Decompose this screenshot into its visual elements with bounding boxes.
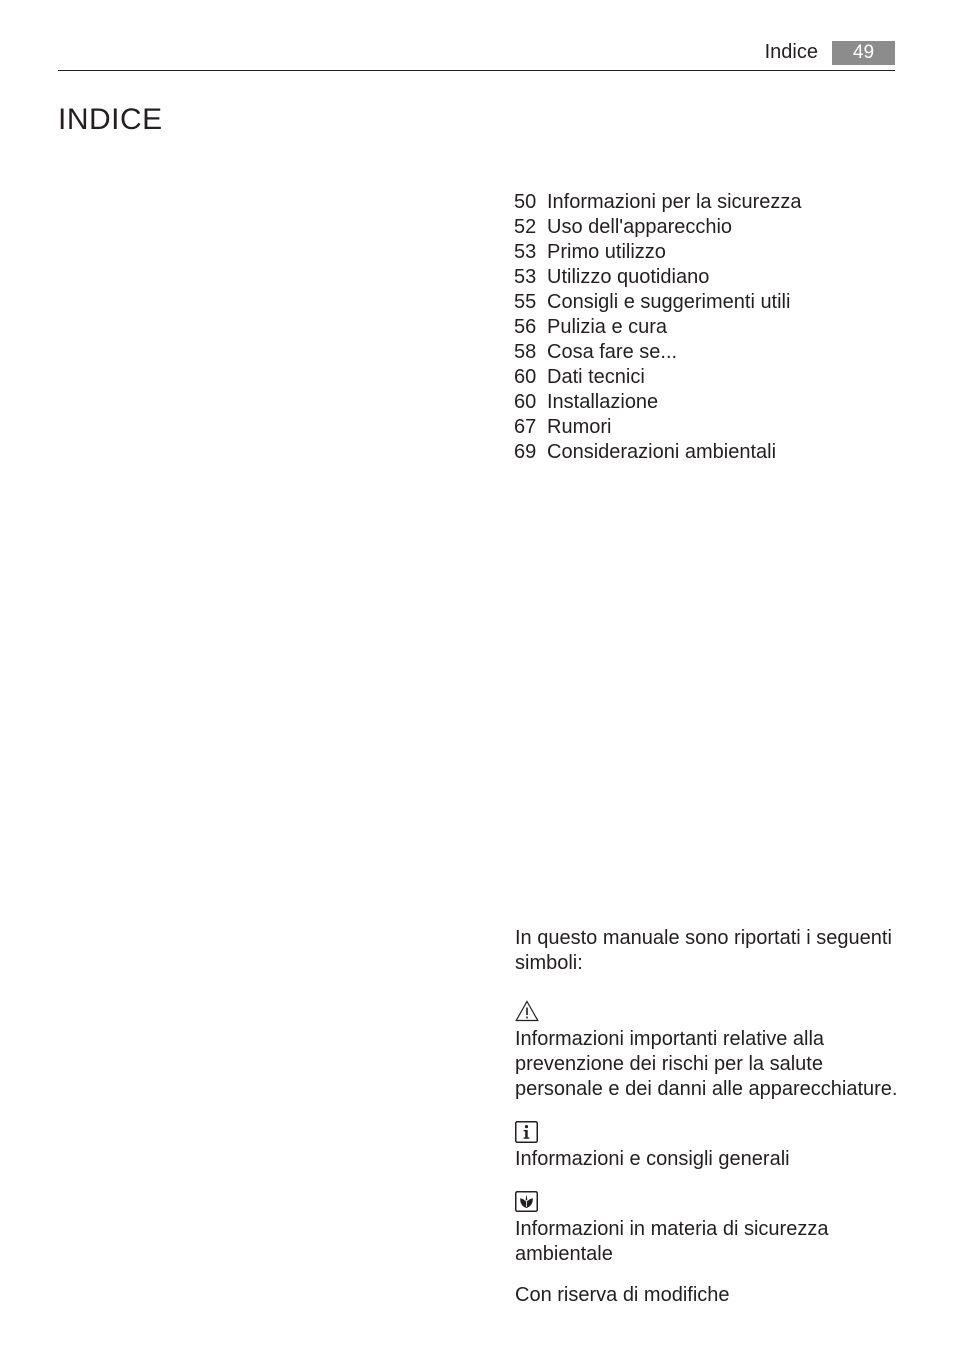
toc-entry-title: Considerazioni ambientali <box>547 441 777 463</box>
toc-page-number: 56 <box>514 316 537 338</box>
toc-entry[interactable] <box>514 415 802 440</box>
page-number-badge: 49 <box>832 41 895 65</box>
header-section-label: Indice <box>764 41 818 63</box>
page-title: INDICE <box>58 103 163 136</box>
toc-entry[interactable] <box>514 440 802 465</box>
footer-note: Con riserva di modifiche <box>515 1284 730 1306</box>
info-description: Informazioni e consigli generali <box>515 1148 790 1170</box>
environment-description: Informazioni in materia di sicurezza ambientale <box>515 1218 829 1265</box>
header-divider <box>58 70 895 71</box>
toc-entry[interactable] <box>514 215 802 240</box>
warning-triangle-icon <box>515 1000 539 1027</box>
info-icon <box>515 1121 538 1148</box>
toc-entry[interactable] <box>514 365 802 390</box>
toc-entry-title: Consigli e suggerimenti utili <box>547 291 791 313</box>
toc-entry-title: Cosa fare se... <box>547 341 678 363</box>
toc-entry-title: Primo utilizzo <box>547 241 666 263</box>
toc-entry[interactable] <box>514 265 802 290</box>
toc-page-number: 50 <box>514 191 537 213</box>
toc-page-number: 55 <box>514 291 537 313</box>
toc-page-number: 60 <box>514 391 537 413</box>
toc-entry[interactable] <box>514 315 802 340</box>
toc-page-number: 60 <box>514 366 537 388</box>
toc-page-number: 53 <box>514 266 537 288</box>
toc-entry[interactable] <box>514 390 802 415</box>
toc-entry[interactable] <box>514 340 802 365</box>
toc-entry-title: Dati tecnici <box>547 366 645 388</box>
environment-leaf-icon <box>515 1191 538 1217</box>
toc-entry-title: Rumori <box>547 416 612 438</box>
toc-entry[interactable] <box>514 190 802 215</box>
toc-entry-title: Installazione <box>547 391 659 413</box>
symbols-intro: In questo manuale sono riportati i seguenti simboli: <box>515 927 892 974</box>
toc-page-number: 53 <box>514 241 537 263</box>
table-of-contents <box>514 190 802 465</box>
toc-entry[interactable] <box>514 290 802 315</box>
toc-page-number: 58 <box>514 341 537 363</box>
toc-entry-title: Uso dell'apparecchio <box>547 216 733 238</box>
toc-entry-title: Utilizzo quotidiano <box>547 266 710 288</box>
toc-page-number: 69 <box>514 441 537 463</box>
toc-entry-title: Pulizia e cura <box>547 316 668 338</box>
warning-description: Informazioni importanti relative alla prevenzione dei rischi per la salute personale e dei danni alle apparecchiature. <box>515 1028 898 1100</box>
toc-page-number: 67 <box>514 416 537 438</box>
toc-entry[interactable] <box>514 240 802 265</box>
toc-page-number: 52 <box>514 216 537 238</box>
toc-entry-title: Informazioni per la sicurezza <box>547 191 802 213</box>
